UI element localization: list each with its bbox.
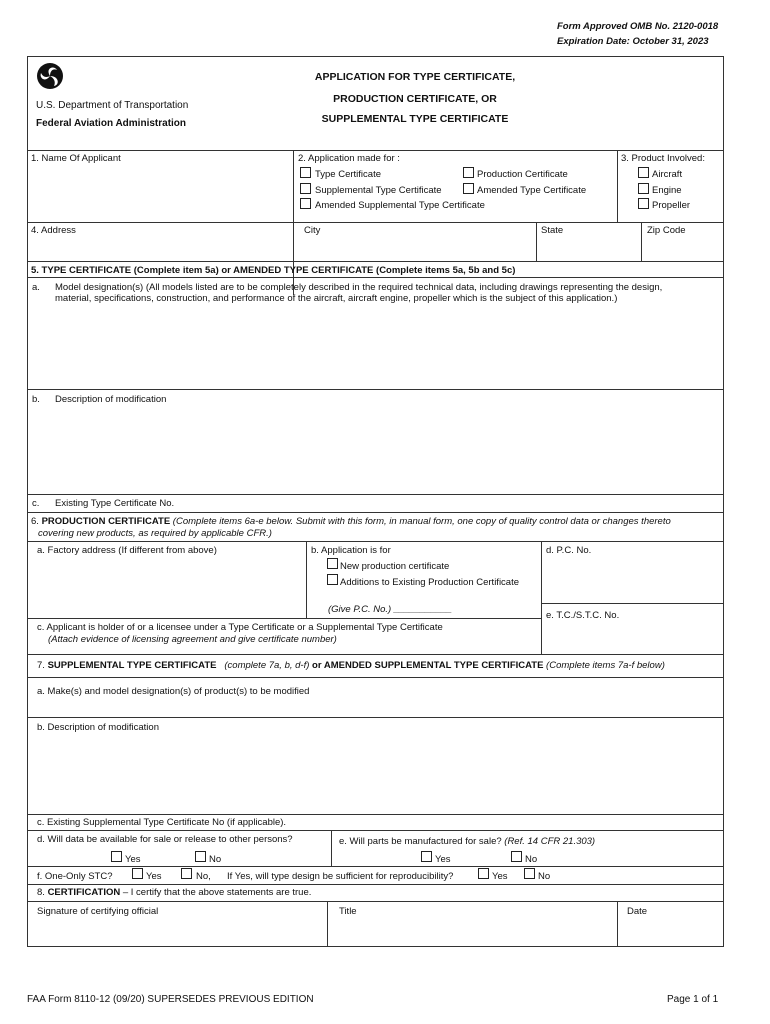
section-7-or: or [309,660,324,671]
supplemental-type-certificate-label: Supplemental Type Certificate [315,185,442,196]
parts-manufactured-ref: (Ref. 14 CFR 21.303) [504,836,596,847]
supplemental-type-certificate-checkbox[interactable] [300,183,311,194]
section-7-title: SUPPLEMENTAL TYPE CERTIFICATE [47,660,217,671]
data-yes-label: Yes [125,854,141,865]
production-certificate-checkbox[interactable] [463,167,474,178]
section-5c-marker: c. [32,498,40,509]
title-label: Title [339,906,357,917]
city-field[interactable] [295,238,535,260]
additions-production-certificate-label: Additions to Existing Production Certificate [340,577,520,588]
zip-code-label: Zip Code [647,225,686,236]
application-is-for-label: b. Application is for [311,545,391,556]
section-6c-line1: c. Applicant is holder of or a licensee under a Type Certificate or a Supplemental Type Certificate [37,622,443,633]
tc-stc-number-label: e. T.C./S.T.C. No. [546,610,620,621]
state-field[interactable] [538,238,640,260]
production-certificate-label: Production Certificate [477,169,568,180]
type-certificate-checkbox[interactable] [300,167,311,178]
title-field[interactable] [329,919,616,945]
signature-field[interactable] [28,919,326,945]
reproducibility-no-label: No [538,871,551,882]
one-only-stc-no-checkbox[interactable] [181,868,192,879]
one-only-stc-no-label: No, [196,871,211,882]
section-7-num: 7. [37,660,48,671]
data-yes-checkbox[interactable] [111,851,122,862]
type-certificate-label: Type Certificate [315,169,381,180]
parts-yes-checkbox[interactable] [421,851,432,862]
give-pc-number-label: (Give P.C. No.) ___________ [328,604,452,615]
section-5-heading: 5. TYPE CERTIFICATE (Complete item 5a) or AMENDED TYPE CERTIFICATE (Complete items 5a, 5b and 5c) [31,265,516,276]
data-no-label: No [209,854,222,865]
additions-production-certificate-checkbox[interactable] [327,574,338,585]
existing-type-certificate-label: Existing Type Certificate No. [55,498,175,509]
factory-address-label: a. Factory address (If different from above) [37,545,217,556]
section-5a-line2: material, specifications, construction, and performance of the aircraft, aircraft engine, propeller which is the subject of this application.) [55,293,618,304]
section-7-note: (complete 7a, b, d-f) [224,660,310,671]
propeller-checkbox[interactable] [638,198,649,209]
section-7-note2: (Complete items 7a-f below) [543,660,665,671]
address-field[interactable] [28,238,292,260]
application-made-for-label: 2. Application made for : [298,153,400,164]
omb-number: Form Approved OMB No. 2120-0018 [557,21,719,32]
section-6-note: (Complete items 6a-e below. Submit with this form, in manual form, one copy of quality control data or changes thereto [170,516,671,527]
parts-yes-label: Yes [435,854,451,865]
date-field[interactable] [619,919,723,945]
data-no-checkbox[interactable] [195,851,206,862]
section-8-text: – I certify that the above statements are true. [120,887,312,898]
form-number-footer: FAA Form 8110-12 (09/20) SUPERSEDES PREVIOUS EDITION [27,994,314,1005]
section-8-heading [37,887,311,898]
existing-stc-label: c. Existing Supplemental Type Certificate No (if applicable). [37,817,287,828]
amended-supplemental-type-certificate-label: Amended Supplemental Type Certificate [315,200,485,211]
form-title-line1: APPLICATION FOR TYPE CERTIFICATE, [314,71,516,83]
name-of-applicant-field[interactable] [28,166,292,220]
propeller-label: Propeller [652,200,691,211]
address-label: 4. Address [31,225,76,236]
data-available-label: d. Will data be available for sale or release to other persons? [37,834,293,845]
name-of-applicant-label: 1. Name Of Applicant [31,153,121,164]
section-8-title: CERTIFICATION [47,887,121,898]
pc-number-label: d. P.C. No. [546,545,592,556]
aircraft-checkbox[interactable] [638,167,649,178]
reproducibility-label: If Yes, will type design be sufficient for reproducibility? [227,871,454,882]
section-5a-marker: a. [32,282,40,293]
engine-label: Engine [652,185,682,196]
state-label: State [541,225,564,236]
new-production-certificate-label: New production certificate [340,561,450,572]
section-6c-line2: (Attach evidence of licensing agreement and give certificate number) [48,634,337,645]
city-label: City [304,225,321,236]
amended-type-certificate-label: Amended Type Certificate [477,185,587,196]
agency-line1: U.S. Department of Transportation [36,100,189,111]
parts-no-checkbox[interactable] [511,851,522,862]
one-only-stc-yes-label: Yes [146,871,162,882]
one-only-stc-label: f. One-Only STC? [37,871,113,882]
make-model-label: a. Make(s) and model designation(s) of product(s) to be modified [37,686,310,697]
signature-label: Signature of certifying official [37,906,159,917]
section-8-num: 8. [37,887,48,898]
section-6-heading [31,516,671,527]
reproducibility-yes-checkbox[interactable] [478,868,489,879]
new-production-certificate-checkbox[interactable] [327,558,338,569]
dot-logo-icon [36,62,64,90]
expiration-date: Expiration Date: October 31, 2023 [557,36,709,47]
section-6-num: 6. [31,516,42,527]
section-5b-label: Description of modification [55,394,167,405]
parts-manufactured-text: e. Will parts be manufactured for sale? [339,836,505,847]
amended-supplemental-type-certificate-checkbox[interactable] [300,198,311,209]
parts-no-label: No [525,854,538,865]
section-5a-line1: Model designation(s) (All models listed are to be completely described in the required technical data, including drawings representing the design, [55,282,663,293]
engine-checkbox[interactable] [638,183,649,194]
reproducibility-yes-label: Yes [492,871,508,882]
section-7-heading [37,660,665,671]
model-designation-field[interactable] [28,308,723,388]
section-6-title: PRODUCTION CERTIFICATE [41,516,171,527]
section-5b-marker: b. [32,394,40,405]
reproducibility-no-checkbox[interactable] [524,868,535,879]
date-label: Date [627,906,648,917]
product-involved-label: 3. Product Involved: [621,153,705,164]
one-only-stc-yes-checkbox[interactable] [132,868,143,879]
agency-line2: Federal Aviation Administration [36,118,187,129]
zip-code-field[interactable] [643,238,723,260]
stc-description-of-modification-label: b. Description of modification [37,722,159,733]
section-6-note-line2: covering new products, as required by applicable CFR.) [38,528,272,539]
description-of-modification-field[interactable] [28,408,723,493]
stc-description-field[interactable] [28,736,723,813]
page-number: Page 1 of 1 [667,994,719,1005]
aircraft-label: Aircraft [652,169,683,180]
amended-type-certificate-checkbox[interactable] [463,183,474,194]
form-title-line3: SUPPLEMENTAL TYPE CERTIFICATE [321,113,509,125]
section-7-title2: AMENDED SUPPLEMENTAL TYPE CERTIFICATE [323,660,544,671]
form-title-line2: PRODUCTION CERTIFICATE, OR [333,93,497,105]
parts-manufactured-label [339,836,595,847]
